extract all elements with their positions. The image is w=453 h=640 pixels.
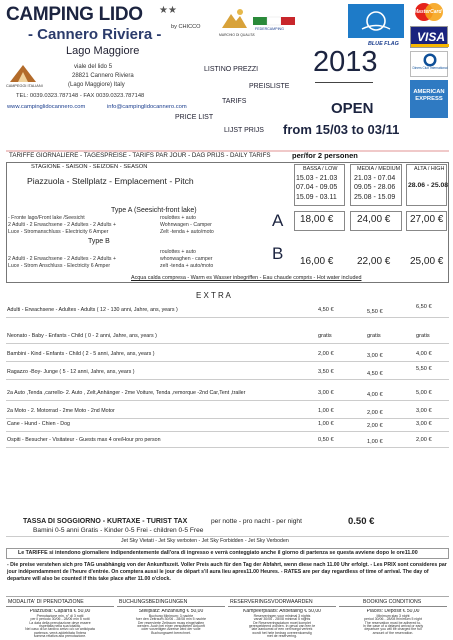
extra-row-label: Neonato - Baby - Enfants - Child ( 0 - 2 anni, Jahre, ans, years ) [7, 333, 157, 339]
blue-flag-logo: BLUE FLAG [346, 2, 406, 48]
booking-header-cell [228, 598, 336, 607]
price-title-it: LISTINO PREZZI [204, 66, 259, 73]
season-high-name: ALTA / HIGH [414, 166, 445, 172]
open-dates: from 15/03 to 03/11 [283, 122, 400, 137]
extra-row-price: 2,00 € [367, 410, 383, 416]
booking-line: Nel caso di un tardivo arrivo o/o un'anticipata [25, 627, 95, 632]
quality-mark-logo: MARCHIO DI QUALITA' [219, 6, 249, 42]
booking-line: somma relativa alla prenotazione. [33, 634, 87, 639]
price-title-fr: TARIFS [222, 98, 247, 105]
booking-title: Piazzuola: Caparra € 50,00 [29, 609, 91, 614]
extra-row-price: gratis [416, 333, 430, 339]
email-link[interactable]: info@campinglidocannero.com [107, 104, 187, 110]
booking-line: La data della prenotazione deve essere [29, 620, 91, 625]
booking-title: Places: Deposit € 50,00 [366, 609, 420, 614]
stars-rating: ★★ [159, 5, 177, 16]
extra-row-price: 4,50 € [318, 307, 334, 313]
extra-row-label: Cane - Hund - Chien - Dog [7, 421, 71, 427]
type-a-extra-2: Wohnwagen - Camper [160, 222, 212, 228]
type-b-letter: B [272, 244, 284, 263]
extra-row-divider [6, 418, 449, 419]
type-b-extra-2: whonwaghen - camper [160, 256, 213, 262]
booking-column [228, 609, 336, 639]
extra-row-divider [6, 361, 449, 362]
extra-row-divider [6, 379, 449, 380]
booking-line: late aankomst of een vervroegd vertrek [251, 627, 313, 632]
season-low-date-2: 07.04 - 09.05 [296, 184, 338, 191]
booking-line: per il periodo 30/06 - 28/06 min 5 notti [30, 617, 90, 622]
booking-header-cell [6, 598, 114, 607]
mastercard-icon: MasterCard [409, 0, 449, 24]
by-line: by CHICCO [171, 24, 201, 30]
booking-line: Reserveringen voor minimal 3 nights [253, 613, 311, 618]
federcamping-logo: FEDERCAMPING [253, 14, 299, 34]
type-a-title: Type A (Seesicht-front lake) [111, 207, 197, 214]
type-a-letter: A [272, 211, 284, 230]
extra-row-price: 1,00 € [318, 421, 334, 427]
extra-row-price: 5,50 € [416, 366, 432, 372]
diners-club-icon: Diners Club International [410, 51, 448, 77]
location-subtitle: - Cannero Riviera - [28, 26, 162, 43]
booking-line: In the case of a delayed arrival or early [362, 623, 424, 628]
extra-row-label: Adulti - Erwachsene - Adultes - Adults ( 12 - 130 anni, Jahre, ans, years ) [7, 307, 178, 313]
campsite-title: CAMPING LIDO [6, 4, 143, 25]
campeggi-italiani-logo: CAMPEGGI ITALIANI [6, 62, 40, 90]
extra-row-price: 3,00 € [367, 353, 383, 359]
tax-title: TASSA DI SOGGIORNO - KURTAXE - TURIST TAX [23, 518, 188, 525]
booking-line: Buchungswert berechnet. [151, 630, 191, 635]
tariffe-persons: per/for 2 personen [292, 151, 358, 160]
booking-line: met de reservering. [266, 634, 298, 639]
type-b-extra-3: zelt -tenda + auto/moto [160, 263, 214, 269]
tariffe-header: TARIFFE GIORNALIERE - TAGESPREISE - TARIFS PAR JOUR - DAG PRIJS - DAILY TARIFS [9, 152, 271, 159]
season-low-date-1: 15.03 - 21.03 [296, 175, 338, 182]
included-note: Acqua calda compresa - Warm es Wasser inbegriffen - Eau chaude compris - Hot water included [131, 275, 362, 281]
type-a-price-high: 27,00 € [410, 214, 444, 225]
season-medium-name: MEDIA / MEDIUM [357, 166, 401, 172]
type-b-line-2: Luce - Strom Anschluss - Electricity 6 Amper [8, 263, 111, 269]
season-year: 2013 [313, 46, 378, 78]
address-line-2: 28821 Cannero Riviera [72, 73, 134, 79]
booking-column [339, 609, 447, 639]
extra-row-price: 1,00 € [318, 408, 334, 414]
type-b-price-medium: 22,00 € [357, 256, 391, 267]
extra-row-label: 2a Moto - 2. Motorrad - 2me Moto - 2nd Motor [7, 408, 115, 414]
extra-row-price: gratis [367, 333, 381, 339]
pitch-label: Piazzuola - Stellplatz - Emplacement - Pitch [27, 176, 194, 186]
type-a-line-3: Luce - Stromanschluss - Electricity 6 Amper [8, 229, 109, 235]
extra-row-divider [6, 343, 449, 344]
tax-amount: 0.50 € [348, 516, 375, 527]
booking-line: gerespekteerd worden. In geval van een te [248, 623, 316, 628]
price-title-de: PREISLISTE [249, 83, 290, 90]
extra-row-label: Bambini - Kind - Enfants - Child ( 2 - 5 anni, Jahre, ans, years ) [7, 351, 155, 357]
extra-row-divider [6, 447, 449, 448]
booking-title: Stellplatz: Anzahlung € 50,00 [138, 609, 204, 614]
booking-line: Der reservierte Zeitraum muss eingehalten [137, 620, 205, 625]
extra-row-price: 3,00 € [318, 390, 334, 396]
year-underline [315, 82, 373, 83]
extra-row-label: 2a Auto ,Tenda ,carrello- 2. Auto , Zelt,Anhänger - 2me Voiture, Tenda ,remorque -2nd Car,Tent ,trailer [7, 390, 246, 396]
season-low-date-3: 15.09 - 03.11 [296, 194, 337, 201]
season-low-name: BASSA / LOW [303, 166, 338, 172]
type-a-extra-1: roulottes + auto [160, 215, 196, 221]
region-label: Lago Maggiore [66, 45, 140, 57]
type-b-extra-1: roulottes + auto [160, 249, 196, 255]
season-medium-date-2: 09.05 - 28.06 [354, 184, 396, 191]
extra-row-price: 1,00 € [367, 439, 383, 445]
season-medium-date-1: 21.03 - 07.04 [354, 175, 396, 182]
booking-line: vanaf 30/06 - 28/08 minimal 5 nights [253, 617, 311, 622]
booking-title: Kampeerplaats: Anbetaling € 50,00 [243, 609, 321, 614]
jetsky-note: Jet Sky Vietati - Jet Sky verboten - Jet Sky Forbidden - Jet Sky Verboden [121, 538, 289, 544]
type-a-price-medium: 24,00 € [357, 214, 391, 225]
extra-row-divider [6, 431, 449, 432]
extra-row-price: 2,00 € [367, 423, 383, 429]
booking-header: MODALITA' DI PRENOTAZIONE [8, 599, 84, 605]
type-a-line-2: 2 Adulti - 2 Erwachsene - 2 Adultes - 2 Adults + [8, 222, 116, 228]
extra-row-price: 6,50 € [416, 304, 432, 310]
booking-divider [6, 596, 449, 597]
extra-row-price: 3,00 € [416, 421, 432, 427]
address-line-3: (Lago Maggiore) Italy [68, 82, 125, 88]
extra-row-price: 2,00 € [318, 351, 334, 357]
extra-row-price: 4,50 € [367, 371, 383, 377]
type-b-title: Type B [88, 238, 110, 245]
extra-row-divider [6, 400, 449, 401]
tariffe-note: Le TARIFFE si intendono giornaliere indipendentemente dall'ora di ingresso e verrà conteggiato anche il giorno di partenza se questa avviene dopo le ore11.00 [18, 550, 418, 556]
booking-line: amount of the reservation. [372, 630, 414, 635]
season-header: STAGIONE - SAISON - SEIZOEN - SEASON [31, 164, 148, 170]
booking-header: BOOKING CONDITIONS [363, 599, 422, 605]
extra-row-price: 5,50 € [367, 309, 383, 315]
booking-column [6, 609, 114, 639]
type-a-line-1: - Fronte lago/Front lake /Seesicht [8, 215, 85, 221]
phone-fax: TEL: 0039.0323.787148 - FAX 0039.0323.787148 [16, 93, 145, 99]
booking-line: fuer den Zeitraum 30/06 - 28/08 min 5 nachte [135, 617, 207, 622]
booking-line: oder vorzeitigen Abreise wird der volle [141, 627, 201, 632]
booking-line: wordt het hele bedrag overeenkomstig [252, 630, 312, 635]
booking-header-cell [339, 598, 447, 607]
extra-row-price: 0,50 € [318, 437, 334, 443]
extra-row-label: Ospiti - Besucher - Visitateur - Guests max 4 ore/Hour pro person [7, 437, 161, 443]
booking-line: partenza, verrà addebitata l'intera [33, 630, 87, 635]
type-b-price-high: 25,00 € [410, 256, 444, 267]
season-high-date-1: 28.06 - 25.08 [408, 182, 449, 189]
type-b-price-low: 16,00 € [300, 256, 334, 267]
price-title-nl: LIJST PRIJS [224, 127, 264, 134]
booking-line: Minimum stay 3 night [376, 613, 410, 618]
booking-line: period 30/06 - 28/08 minimum 5 night [364, 617, 422, 622]
blue-flag-icon [346, 2, 406, 40]
booking-line: The reservation must be adhered to. [364, 620, 422, 625]
tent-icon [6, 62, 40, 84]
multilingual-note: - Die preise verstehen sich pro TAG unabhängig von der Ankunftszeit. Voller Preis auch für den Tag der Abfahrt, wenn diese nach 11.00 Uhr erfolgt. - Les PRIX sont consideres par jour indépendamment de l'heure d'entrée. On comptera aussi le jour de départ s'il aura lieu apres11.00 Heures. - RATES are per day regardless of time of arrival. The day of departure will also be counted if this take place after 11.00 o'clock. [7, 562, 447, 582]
extra-row-label: Ragazzo -Boy- Junge ( 5 - 12 anni, Jahre, ans, years ) [7, 369, 135, 375]
type-a-price-low: 18,00 € [300, 214, 334, 225]
visa-icon: VISA [410, 26, 448, 48]
booking-header-cell [117, 598, 225, 607]
extra-row-price: 2,00 € [416, 437, 432, 443]
season-medium-date-3: 25.08 - 15.09 [354, 194, 396, 201]
website-link[interactable]: www.campinglidocannero.com [7, 104, 86, 110]
address-line-1: viale del lido 5 [74, 64, 113, 70]
extra-row-price: 5,00 € [416, 390, 432, 396]
booking-line: De Reserveringsdatum moet komplet [253, 620, 311, 625]
booking-line: departure you will be charged the full [364, 627, 422, 632]
extra-row-divider [6, 317, 449, 318]
mountain-icon [219, 6, 249, 32]
booking-line: werden. Auch bei einer verspäteten Ankunft [137, 623, 205, 628]
booking-column [117, 609, 225, 639]
booking-line: Buchung Minimum: 3 nachte [148, 613, 194, 618]
extra-row-price: 3,50 € [318, 369, 334, 375]
booking-header: BUCHUNGSBEDINGUNGEN [119, 599, 188, 605]
tax-per-night: per notte - pro nacht - per night [211, 518, 302, 525]
booking-header: RESERVERINGSVOORWAARDEN [230, 599, 313, 605]
american-express-icon: AMERICAN EXPRESS [410, 80, 448, 118]
extra-row-price: 4,00 € [367, 392, 383, 398]
type-a-extra-3: Zelt -tenda + auto/moto [160, 229, 214, 235]
extra-row-price: 4,00 € [416, 351, 432, 357]
tax-children: Bamini 0-5 anni Gratis - Kinder 0-5 Frei - children 0-5 Free [33, 527, 204, 534]
extra-label: E X T R A [196, 291, 231, 300]
extra-row-price: 3,00 € [416, 408, 432, 414]
booking-line: rispettata nella sua totalità. [39, 623, 81, 628]
booking-line: Prenotazione min. n° di 3 notti [36, 613, 84, 618]
type-b-line-1: 2 Adulti - 2 Erwachsene - 2 Adultes - 2 Adults + [8, 256, 116, 262]
price-title-en: PRICE LIST [175, 114, 214, 121]
extra-row-price: gratis [318, 333, 332, 339]
open-label: OPEN [331, 100, 374, 117]
